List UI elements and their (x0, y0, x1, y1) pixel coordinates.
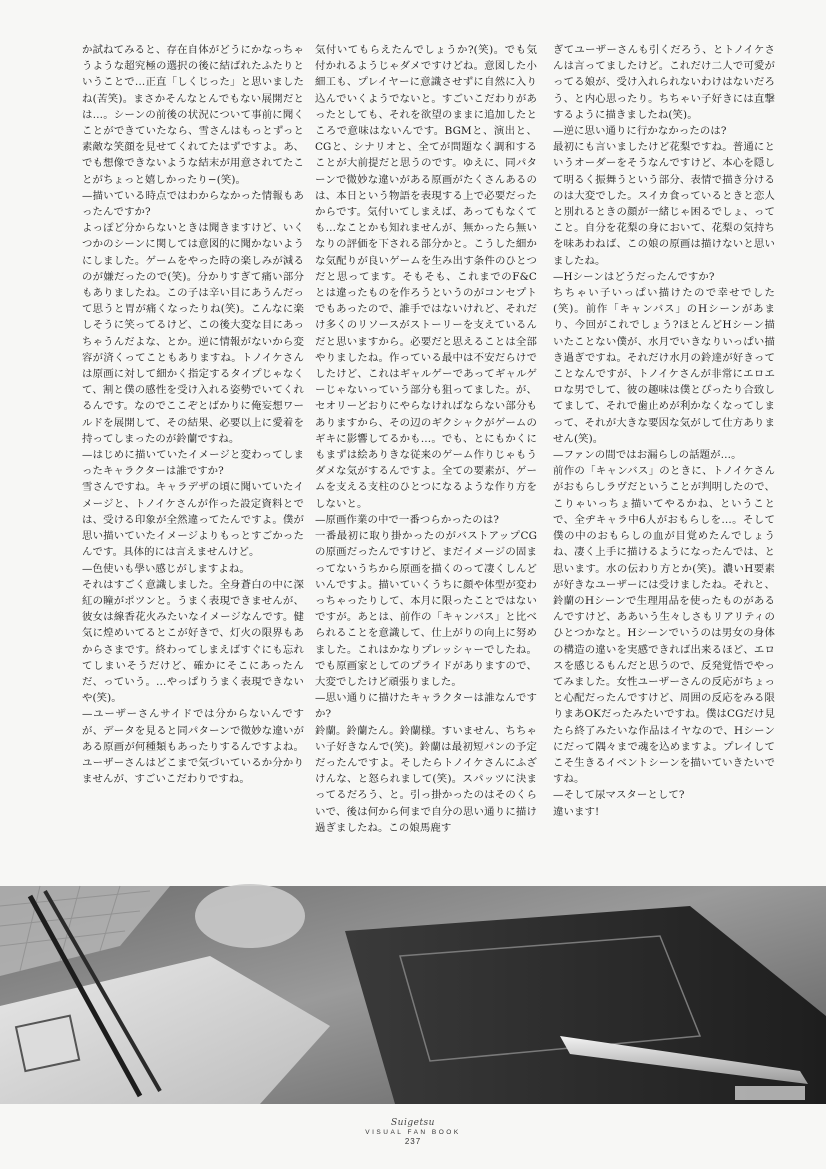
page-footer (0, 1118, 826, 1146)
text-column-3: ぎてユーザーさんも引くだろう、とトノイケさんは言ってましたけど。これだけ二人で可愛がってる娘が、受け入れられないわけはないだろう、と内心思ったり。ちちゃい子好きには直撃するように描きましたね(笑)。 —逆に思い通りに行かなかったのは? 最初にも言いましたけど花梨ですね。普通にというオーダーをそうなんですけど、本心を隠して明るく振舞うという部分、表情で描き分けるのは大変でした。スイカ食っているときと恋人と別れるときの顔が一緒じゃ困るでしょ、ってこと。自分を花梨の身において、花梨の気持ちを味あわねば、この娘の原画は描けないと思いましたね。 —Hシーンはどうだったんですか? ちちゃい子いっぱい描けたので幸せでした(笑)。前作「キャンバス」のHシーンがあまり、今回がこれでしょう?ほとんどHシーン描いたことない僕が、水月でいきなりいっぱい描き過ぎですね。それだけ水月の鈴達が好きってことなんですが、トノイケさんが非常にエロエロな男でして、彼の趣味は僕とぴったり合致してまして、それで歯止めが利かなくなってしまって、それが大きな要因な気がして仕方ありません(笑)。 —ファンの間ではお漏らしの話題が…。 前作の「キャンバス」のときに、トノイケさんがおもらしラヴだということが判明したので、こりゃいっちょ描いてやるかね、ということで、全ヂキャラ中6人がおもらしを…。そして僕の中のおもらしの血が目覚めたんでしょうね、凄く上手に描けるようになったんでは、と思います。水の伝わり方とか(笑)。濃いH要素が好きなユーザーには受けましたね。それと、鈴蘭のHシーンで生理用品を使ったものがあるんですけど、ああいう生々しさもリアリティのひとつかなと。Hシーンでいうのは男女の身体の構造の違いを実感できれば出来るほど、エロスを感じるもんだと思うので、反発覚悟でやってみました。女性ユーザーさんの反応がちょっと心配だったんですけど、周囲の反応をみる限りまあOKだったみたいですね。僕はCGだけ見たら終了みたいな作品はイヤなので、Hシーンにだって隅々まで魂を込めますよ。プレイしてこそ生きるイベントシーンを描いていきたいですね。 —そして尿マスターとして? 違います! (553, 44, 775, 818)
page-number: 237 (404, 1137, 422, 1146)
desk-photo (0, 886, 826, 1104)
round-object (195, 884, 305, 948)
text-column-2: 気付いてもらえたんでしょうか?(笑)。でも気付かれるようじゃダメですけどね。意図した小細工も、プレイヤーに意識させずに自然に入り込んでいくようでないと。すごいこだわりがあったとしても、それを欲望のままに追加したところで意味はないんです。BGMと、演出と、CGと、シナリオと、全てが問題なく調和することが大前提だと思うのです。ゆえに、同パターンで微妙な違いがある原画がたくさんあるのは、本日という物語を表現する上で必要だったからです。気付いてしまえば、あってもなくても…なことかも知れませんが、無かったら無いなりの評価を下される部分かと。こうした細かな気配りが良いゲームを生み出す条件のひとつだと思ってます。そもそも、これまでのF&Cとは違ったものを作ろうというのがコンセプトでもあったので、誰手ではないけれど、それだけ多くのリソースがストーリーを支えているんだと思いますから。必要だと思えることは全部やりましたね。作っている最中は不安だらけでしたけど、これはギャルゲーであってギャルゲーじゃないっていう部分も狙ってました。が、セオリーどおりにやらなければならない部分もありますから、その辺のギクシャクがゲームのギキに影響してるかも…。でも、とにもかくにもまずは絵ありきな従来のゲーム作りじゃもうダメな気がするんですよ。全ての要素が、ゲームを支える支柱のひとつになるような作り方をしないと。 —原画作業の中で一番つらかったのは? 一番最初に取り掛かったのがバストアップCGの原画だったんですけど、まだイメージの固まってないうちから原画を描くのって凄くしんどいんですよ。描いていくうちに顔や体型が変わっちゃったりして、本月に限ったことではないですが。あとは、前作の「キャンバス」と比べられることを意識して、仕上がりの向上に努めました。これはかなりプレッシャーでしたね。でも原画家としてのプライドがありますので、大変でしたけど頑張りました。 —思い通りに描けたキャラクターは誰なんですか? 鈴蘭。鈴蘭たん。鈴蘭様。すいません、ちちゃい子好きなんで(笑)。鈴蘭は最初短パンの予定だったんですよ。そしたらトノイケさんにふざけんな、と怒られまして(笑)。スパッツに決まってるだろう、と。引っ掛かったのはそのくらいで、後は何から何まで自分の思い通りに描け過ぎましたね。この娘馬鹿す (315, 44, 537, 834)
footer-script-title: Suigetsu (391, 1118, 435, 1128)
tablet-logo-plate (735, 1086, 805, 1100)
text-column-1: か試ねてみると、存在自体がどうにかなっちゃうような超究極の選択の後に結ばれたふたりということで…正直「しくじった」と思いましたね(苦笑)。まさかそんなとんでもない展開だとは…。シーンの前後の状況について事前に聞くことができていたなら、雪さんはもっとずっと素敵な笑顔を見せてくれてたはずですよ。あ、でも想像できないような結末が用意されてたことがちょっと嬉しかったり−(笑)。 —描いている時点ではわからなかった情報もあったんですか? よっぽど分からないときは聞きますけど、いくつかのシーンに関しては意図的に聞かないようにしました。ゲームをやった時の楽しみが減るのが嫌だったので(笑)。分かりすぎて痛い部分もありましたね。この子は辛い目にあうんだって思うと胃が痛くなったりね(笑)。こんなに楽しそうに笑ってるけど、この後大変な目にあっちゃうんだよな、とか。逆に情報がないから変容が済くってこともありますね。トノイケさんは原画に対して細かく指定するタイプじゃなくて、割と僕の感性を受け入れる姿勢でいてくれるんです。なのでここぞとばかりに俺妄想ワールドを展開して、その結果、必要以上に愛着を持ってしまったのが鈴蘭ですね。 —はじめに描いていたイメージと変わってしまったキャラクターは誰ですか? 雪さんですね。キャラデザの頃に聞いていたイメージと、トノイケさんが作った設定資料とでは、受ける印象が全然違ってたんですよ。僕が思い描いていたイメージよりもっとすごかったんです。具体的には言えませんけど。 —色使いも學い感じがしますよね。 それはすごく意識しました。全身蒼白の中に深紅の瞳がポツンと。うまく表現できませんが、彼女は線香花火みたいなイメージなんです。健気に煌めいてるとこが好きで、灯火の限界もあからさまです。終わってしまえばすぐにも忘れてしまいそうだけど、確かにそこにあったんだ、っていう。…やっぱりうまく表現できないや(笑)。 —ユーザーさんサイドでは分からないんですが、データを見ると同パターンで微妙な違いがある原画が何種類もあったりするんですよね。ユーザーさんはどこまで気づいているか分かりませんが、すごいこだわりですね。 (82, 44, 304, 786)
footer-book-title: VISUAL FAN BOOK (365, 1129, 461, 1136)
